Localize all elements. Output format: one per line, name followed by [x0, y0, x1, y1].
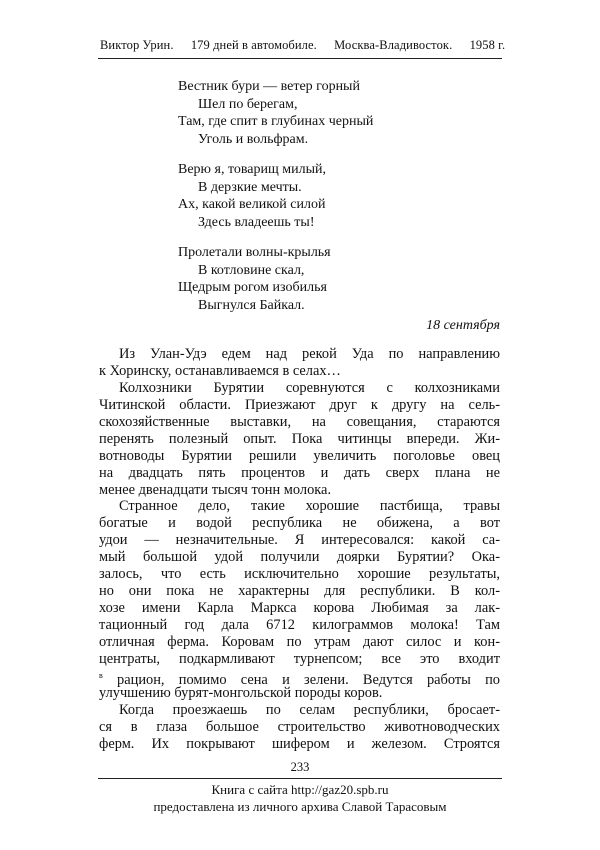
superscript-letter: в	[99, 670, 103, 680]
header-author: Виктор Урин.	[100, 38, 174, 52]
poem-line: Выгнулся Байкал.	[198, 297, 305, 313]
poem	[178, 78, 478, 327]
prose-line: перенять полезный опыт. Пока читинцы впереди. Жи-	[99, 430, 500, 447]
poem-line: Шел по берегам,	[198, 96, 298, 112]
poem-line: Уголь и вольфрам.	[198, 131, 309, 147]
prose-line: Читинской области. Приезжают друг к другу на сель-	[99, 396, 500, 413]
prose-line: Из Улан-Удэ едем над рекой Уда по направлению	[119, 346, 500, 362]
poem-line: Верю я, товарищ милый,	[178, 162, 327, 177]
prose-line-with-superscript	[99, 668, 500, 688]
prose-line: Странное дело, такие хорошие пастбища, травы	[119, 498, 500, 515]
prose-line: мый большой удой получили доярки Бурятии? Ока-	[99, 549, 500, 566]
poem-line: В дерзкие мечты.	[198, 179, 302, 195]
page-number: 233	[290, 760, 310, 774]
prose-line: скохозяйственные выставки, на совещания, стараются	[99, 413, 500, 430]
prose-line: Когда проезжаешь по селам республики, бросает-	[119, 701, 500, 718]
prose-line: хозе имени Карла Маркса корова Любимая за лак-	[99, 600, 500, 617]
prose-body	[99, 346, 500, 753]
header-book-title: 179 дней в автомобиле.	[190, 38, 317, 52]
poem-line: Щедрым рогом изобилья	[178, 280, 327, 295]
poem-line: Вестник бури — ветер горный	[178, 79, 360, 94]
prose-line-text: рацион, помимо сена и зелени. Ведутся работы по	[117, 671, 500, 688]
running-header	[100, 38, 506, 53]
poem-stanza	[178, 161, 478, 231]
poem-stanza	[178, 78, 478, 148]
footer	[0, 781, 600, 815]
poem-line: Пролетали волны-крылья	[178, 245, 331, 260]
prose-line: ферм. Их покрывают шифером и железом. Строятся	[99, 735, 500, 752]
prose-line: тационный год дала 6712 килограммов молока! Там	[99, 617, 500, 633]
prose-line: ся в глаза большое строительство животноводческих	[99, 718, 500, 735]
header-year: 1958 г.	[469, 38, 506, 52]
prose-line: залось, что есть исключительно хорошие результаты,	[99, 566, 500, 583]
poem-stanza	[178, 244, 478, 314]
prose-line: вотноводы Бурятии решили увеличить поголовье овец	[99, 447, 500, 464]
poem-line: В котловине скал,	[198, 262, 305, 278]
prose-line: богатые и водой республика не обижена, а вот	[99, 515, 500, 532]
prose-line: но они пока не характерны для республики. В кол-	[99, 583, 500, 600]
poem-line: Здесь владеешь ты!	[198, 214, 315, 230]
prose-line: на двадцать пять процентов и дать сверх плана не	[99, 464, 500, 481]
prose-line: улучшению бурят-монгольской породы коров.	[99, 684, 383, 701]
prose-line: к Хоринску, останавливаемся в селах…	[99, 362, 341, 379]
prose-line: удои — незначительные. Я интересовался: какой са-	[99, 532, 500, 549]
prose-line: центраты, подкармливают турнепсом; все это входит	[99, 650, 500, 667]
footer-rule	[98, 778, 502, 779]
poem-line: Там, где спит в глубинах черный	[178, 114, 374, 129]
footer-source-line: Книга с сайта http://gaz20.spb.ru	[211, 782, 389, 797]
header-rule	[98, 58, 502, 59]
header-route: Москва-Владивосток.	[334, 38, 453, 52]
poem-line: Ах, какой великой силой	[178, 197, 326, 212]
diary-date: 18 сентября	[426, 318, 500, 333]
prose-line: менее двенадцати тысяч тонн молока.	[99, 481, 332, 498]
prose-line: Колхозники Бурятии соревнуются с колхозниками	[119, 379, 500, 396]
prose-line: отличная ферма. Коровам по утрам дают силос и кон-	[99, 633, 500, 650]
footer-credit-line: предоставлена из личного архива Славой Тарасовым	[153, 799, 447, 814]
